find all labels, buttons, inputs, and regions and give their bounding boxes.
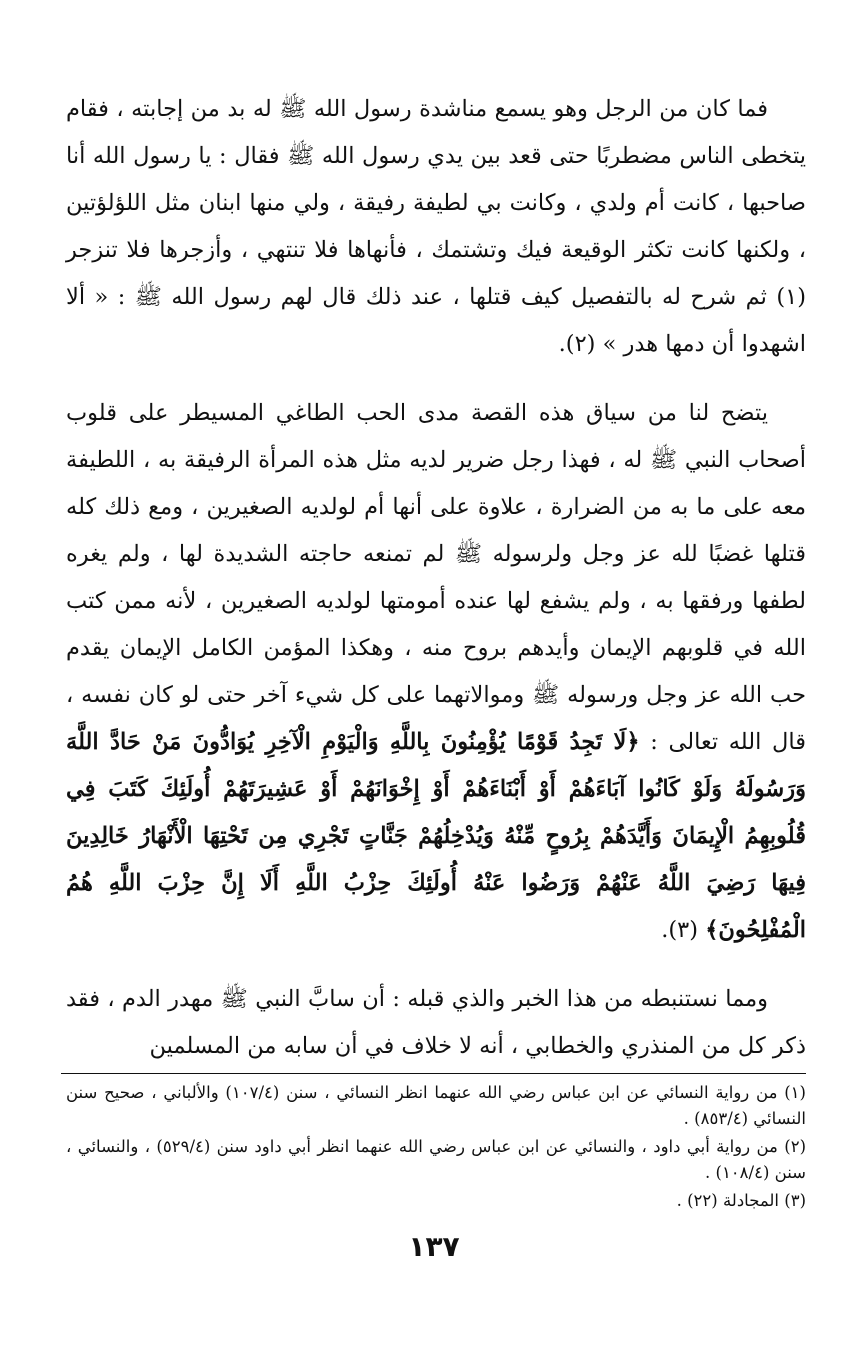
body-text — [66, 86, 806, 1070]
quran-verse: ﴿لَا تَجِدُ قَوْمًا يُؤْمِنُونَ بِاللَّهِ وَالْيَوْمِ الْآخِرِ يُوَادُّونَ مَنْ حَادَّ اللَّهَ وَرَسُولَهُ وَلَوْ كَانُوا آبَاءَهُمْ أَوْ أَبْنَاءَهُمْ أَوْ إِخْوَانَهُمْ أَوْ عَشِيرَتَهُمْ أُولَئِكَ كَتَبَ فِي قُلُوبِهِمُ الْإِيمَانَ وَأَيَّدَهُمْ بِرُوحٍ مِّنْهُ وَيُدْخِلُهُمْ جَنَّاتٍ تَجْرِي مِن تَحْتِهَا الْأَنْهَارُ خَالِدِينَ فِيهَا رَضِيَ اللَّهُ عَنْهُمْ وَرَضُوا عَنْهُ أُولَئِكَ حِزْبُ اللَّهِ أَلَا إِنَّ حِزْبَ اللَّهِ هُمُ الْمُفْلِحُونَ﴾ — [66, 729, 806, 943]
footnote-3: (٣) المجادلة (٢٢) . — [676, 1191, 806, 1210]
footnote-1: (١) من رواية النسائي عن ابن عباس رضي الله عنهما انظر النسائي ، سنن (١٠٧/٤) والألباني ، صحيح سنن النسائي (٨٥٣/٤) . — [66, 1083, 806, 1128]
paragraph-3: ومما نستنبطه من هذا الخبر والذي قبله : أن سابَّ النبي ﷺ مهدر الدم ، فقد ذكر كل من المنذري والخطابي ، أنه لا خلاف في أن سابه من المسلمين — [66, 986, 806, 1059]
page-number: ١٣٧ — [408, 1230, 460, 1263]
footnotes — [66, 1080, 806, 1214]
paragraph-2 — [66, 390, 806, 954]
footnote-2: (٢) من رواية أبي داود ، والنسائي عن ابن عباس رضي الله عنهما انظر أبي داود سنن (٥٢٩/٤) ، والنسائي ، سنن (١٠٨/٤) . — [66, 1137, 806, 1182]
quran-footnote-ref: (٣). — [661, 917, 706, 943]
paragraph-2-text: يتضح لنا من سياق هذه القصة مدى الحب الطاغي المسيطر على قلوب أصحاب النبي ﷺ له ، فهذا رجل ضرير لديه مثل هذه المرأة الرفيقة به ، اللطيفة معه على ما به من الضرارة ، علاوة على أنها أم لولديه الصغيرين ، ومع ذلك كله قتلها غضبًا لله عز وجل ولرسوله ﷺ لم تمنعه حاجته الشديدة لها ، ولم يغره لطفها ورفقها به ، ولم يشفع لها عنده أمومتها لولديه الصغيرين ، لأنه ممن كتب الله في قلوبهم الإيمان وأيدهم بروح منه ، وهكذا المؤمن الكامل الإيمان يقدم حب الله عز وجل ورسوله ﷺ وموالاتهما على كل شيء آخر حتى لو كان نفسه ، قال الله تعالى : — [66, 400, 806, 755]
paragraph-1: فما كان من الرجل وهو يسمع مناشدة رسول الله ﷺ له بد من إجابته ، فقام يتخطى الناس مضطربًا حتى قعد بين يدي رسول الله ﷺ فقال : يا رسول الله أنا صاحبها ، كانت أم ولدي ، وكانت بي لطيفة رفيقة ، ولي منها ابنان مثل اللؤلؤتين ، ولكنها كانت تكثر الوقيعة فيك وتشتمك ، فأنهاها فلا تنتهي ، وأزجرها فلا تنزجر (١) ثم شرح له بالتفصيل كيف قتلها ، عند ذلك قال لهم رسول الله ﷺ : « ألا اشهدوا أن دمها هدر » (٢). — [66, 96, 806, 357]
footnote-separator — [61, 1073, 806, 1074]
